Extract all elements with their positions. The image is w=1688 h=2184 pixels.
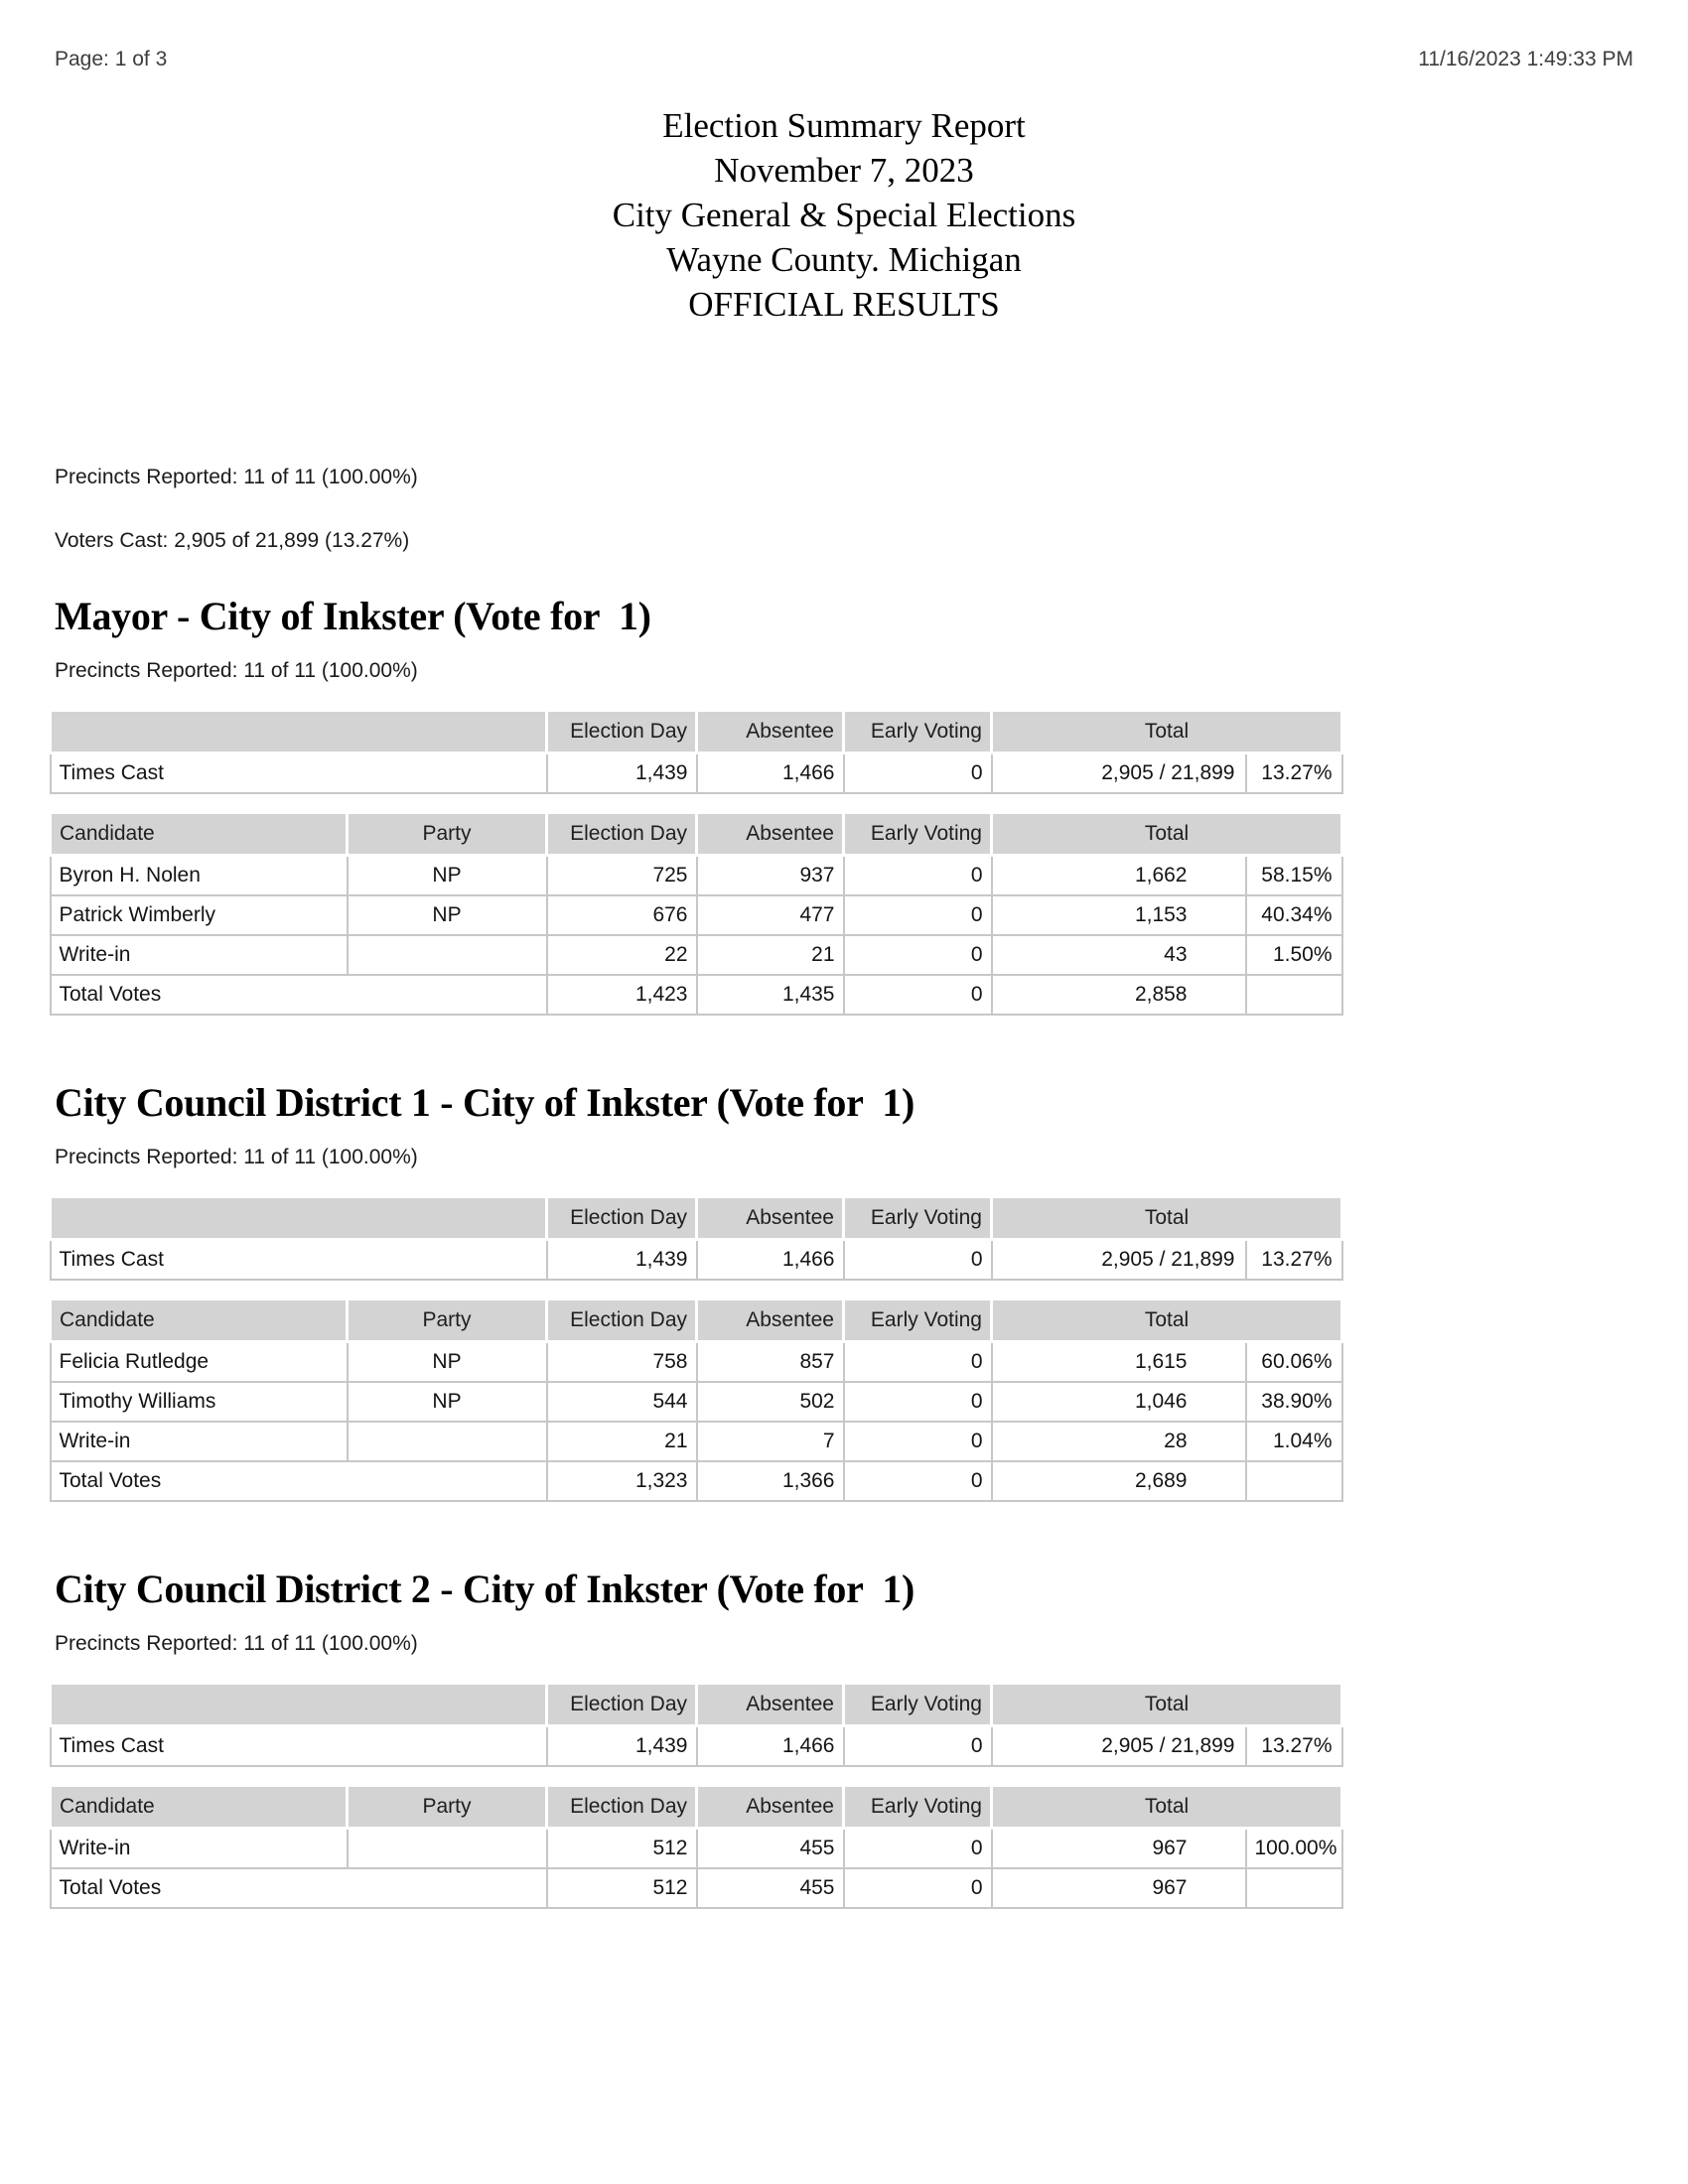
cell-percent: 38.90% — [1246, 1382, 1342, 1422]
cell-party: NP — [348, 1382, 547, 1422]
times-cast-election-day: 1,439 — [547, 1726, 697, 1767]
cell-percent: 1.50% — [1246, 935, 1342, 975]
total-votes-total: 2,858 — [992, 975, 1246, 1015]
col-election-day: Election Day — [547, 813, 697, 856]
col-total: Total — [992, 1684, 1342, 1726]
col-candidate: Candidate — [51, 1786, 348, 1829]
total-votes-election-day: 512 — [547, 1868, 697, 1908]
times-cast-table — [49, 1682, 1343, 1767]
cell-election-day: 676 — [547, 895, 697, 935]
contest-section — [49, 593, 1639, 1016]
times-cast-election-day: 1,439 — [547, 753, 697, 794]
candidate-table — [49, 1297, 1343, 1502]
contest-heading: City Council District 2 - City of Inkster (Vote for 1) — [55, 1567, 914, 1611]
cell-election-day: 512 — [547, 1829, 697, 1869]
cell-candidate-name: Write-in — [51, 1422, 348, 1461]
cell-party: NP — [348, 856, 547, 896]
candidate-row — [51, 935, 1342, 975]
precincts-reported: Precincts Reported: 11 of 11 (100.00%) — [55, 466, 418, 488]
times-cast-percent: 13.27% — [1246, 1726, 1342, 1767]
cell-percent: 1.04% — [1246, 1422, 1342, 1461]
page-number: Page: 1 of 3 — [55, 48, 168, 70]
col-early-voting: Early Voting — [844, 711, 992, 753]
report-official-line: OFFICIAL RESULTS — [688, 285, 1000, 324]
times-cast-total: 2,905 / 21,899 — [992, 1726, 1246, 1767]
candidate-row — [51, 1422, 1342, 1461]
contest-precincts: Precincts Reported: 11 of 11 (100.00%) — [55, 659, 418, 682]
cell-total: 28 — [992, 1422, 1246, 1461]
voters-cast: Voters Cast: 2,905 of 21,899 (13.27%) — [55, 529, 410, 552]
cell-election-day: 725 — [547, 856, 697, 896]
cell-early-voting: 0 — [844, 895, 992, 935]
cell-total: 43 — [992, 935, 1246, 975]
total-votes-row — [51, 1868, 1342, 1908]
cell-absentee: 477 — [697, 895, 844, 935]
cell-candidate-name: Patrick Wimberly — [51, 895, 348, 935]
cell-total: 967 — [992, 1829, 1246, 1869]
col-early-voting: Early Voting — [844, 1684, 992, 1726]
cell-absentee: 455 — [697, 1829, 844, 1869]
col-early-voting: Early Voting — [844, 813, 992, 856]
times-cast-table — [49, 709, 1343, 794]
total-votes-label: Total Votes — [51, 975, 547, 1015]
col-party: Party — [348, 1786, 547, 1829]
report-county-line: Wayne County. Michigan — [666, 240, 1022, 279]
cell-candidate-name: Timothy Williams — [51, 1382, 348, 1422]
total-votes-early-voting: 0 — [844, 975, 992, 1015]
cell-election-day: 758 — [547, 1342, 697, 1383]
candidate-table — [49, 1784, 1343, 1909]
times-cast-early-voting: 0 — [844, 753, 992, 794]
total-votes-percent — [1246, 1868, 1342, 1908]
total-votes-label: Total Votes — [51, 1868, 547, 1908]
cell-early-voting: 0 — [844, 1342, 992, 1383]
report-title-line: Election Summary Report — [662, 106, 1026, 145]
contest-heading: Mayor - City of Inkster (Vote for 1) — [55, 594, 651, 638]
total-votes-absentee: 455 — [697, 1868, 844, 1908]
times-cast-absentee: 1,466 — [697, 1726, 844, 1767]
candidate-table — [49, 811, 1343, 1016]
cell-percent: 100.00% — [1246, 1829, 1342, 1869]
candidate-row — [51, 1342, 1342, 1383]
blank-header-cell — [51, 711, 547, 753]
cell-early-voting: 0 — [844, 935, 992, 975]
col-candidate: Candidate — [51, 813, 348, 856]
col-election-day: Election Day — [547, 711, 697, 753]
times-cast-header-row — [51, 1197, 1342, 1240]
col-candidate: Candidate — [51, 1299, 348, 1342]
cell-party — [348, 935, 547, 975]
cell-early-voting: 0 — [844, 856, 992, 896]
candidate-tbody — [51, 856, 1342, 1016]
total-votes-early-voting: 0 — [844, 1461, 992, 1501]
times-cast-percent: 13.27% — [1246, 1240, 1342, 1281]
cell-percent: 60.06% — [1246, 1342, 1342, 1383]
times-cast-total: 2,905 / 21,899 — [992, 1240, 1246, 1281]
cell-absentee: 937 — [697, 856, 844, 896]
col-total: Total — [992, 1299, 1342, 1342]
cell-election-day: 21 — [547, 1422, 697, 1461]
cell-absentee: 21 — [697, 935, 844, 975]
times-cast-election-day: 1,439 — [547, 1240, 697, 1281]
cell-total: 1,615 — [992, 1342, 1246, 1383]
candidate-row — [51, 1382, 1342, 1422]
cell-party — [348, 1422, 547, 1461]
cell-party: NP — [348, 1342, 547, 1383]
col-absentee: Absentee — [697, 711, 844, 753]
cell-absentee: 857 — [697, 1342, 844, 1383]
cell-absentee: 7 — [697, 1422, 844, 1461]
col-absentee: Absentee — [697, 1684, 844, 1726]
times-cast-percent: 13.27% — [1246, 753, 1342, 794]
candidate-tbody — [51, 1829, 1342, 1909]
times-cast-header-row — [51, 711, 1342, 753]
total-votes-row — [51, 975, 1342, 1015]
cell-party — [348, 1829, 547, 1869]
col-absentee: Absentee — [697, 813, 844, 856]
contest-precincts: Precincts Reported: 11 of 11 (100.00%) — [55, 1146, 418, 1168]
cell-total: 1,046 — [992, 1382, 1246, 1422]
report-summary — [49, 466, 1639, 553]
col-election-day: Election Day — [547, 1299, 697, 1342]
total-votes-label: Total Votes — [51, 1461, 547, 1501]
col-absentee: Absentee — [697, 1786, 844, 1829]
times-cast-row — [51, 753, 1342, 794]
cell-candidate-name: Write-in — [51, 1829, 348, 1869]
total-votes-early-voting: 0 — [844, 1868, 992, 1908]
total-votes-election-day: 1,423 — [547, 975, 697, 1015]
candidate-row — [51, 895, 1342, 935]
col-total: Total — [992, 711, 1342, 753]
report-title-block — [49, 103, 1639, 327]
candidate-header-row — [51, 1299, 1342, 1342]
blank-header-cell — [51, 1684, 547, 1726]
col-absentee: Absentee — [697, 1197, 844, 1240]
times-cast-row — [51, 1240, 1342, 1281]
col-absentee: Absentee — [697, 1299, 844, 1342]
total-votes-absentee: 1,366 — [697, 1461, 844, 1501]
contest-precincts: Precincts Reported: 11 of 11 (100.00%) — [55, 1632, 418, 1655]
candidate-row — [51, 1829, 1342, 1869]
cell-election-day: 22 — [547, 935, 697, 975]
times-cast-early-voting: 0 — [844, 1240, 992, 1281]
col-total: Total — [992, 1197, 1342, 1240]
col-election-day: Election Day — [547, 1197, 697, 1240]
times-cast-header-row — [51, 1684, 1342, 1726]
total-votes-row — [51, 1461, 1342, 1501]
cell-early-voting: 0 — [844, 1829, 992, 1869]
times-cast-label: Times Cast — [51, 1240, 547, 1281]
cell-election-day: 544 — [547, 1382, 697, 1422]
times-cast-absentee: 1,466 — [697, 753, 844, 794]
col-early-voting: Early Voting — [844, 1299, 992, 1342]
candidate-tbody — [51, 1342, 1342, 1502]
col-party: Party — [348, 1299, 547, 1342]
cell-early-voting: 0 — [844, 1422, 992, 1461]
cell-total: 1,153 — [992, 895, 1246, 935]
report-date-line: November 7, 2023 — [714, 151, 974, 190]
total-votes-total: 2,689 — [992, 1461, 1246, 1501]
total-votes-election-day: 1,323 — [547, 1461, 697, 1501]
total-votes-absentee: 1,435 — [697, 975, 844, 1015]
cell-total: 1,662 — [992, 856, 1246, 896]
candidate-header-row — [51, 813, 1342, 856]
contest-heading: City Council District 1 - City of Inkster (Vote for 1) — [55, 1080, 914, 1125]
contest-section — [49, 1566, 1639, 1909]
contest-section — [49, 1079, 1639, 1502]
report-timestamp: 11/16/2023 1:49:33 PM — [1418, 48, 1633, 70]
cell-percent: 40.34% — [1246, 895, 1342, 935]
col-early-voting: Early Voting — [844, 1197, 992, 1240]
cell-early-voting: 0 — [844, 1382, 992, 1422]
col-election-day: Election Day — [547, 1684, 697, 1726]
cell-party: NP — [348, 895, 547, 935]
cell-candidate-name: Felicia Rutledge — [51, 1342, 348, 1383]
times-cast-row — [51, 1726, 1342, 1767]
cell-percent: 58.15% — [1246, 856, 1342, 896]
candidate-row — [51, 856, 1342, 896]
times-cast-early-voting: 0 — [844, 1726, 992, 1767]
col-early-voting: Early Voting — [844, 1786, 992, 1829]
candidate-header-row — [51, 1786, 1342, 1829]
blank-header-cell — [51, 1197, 547, 1240]
cell-candidate-name: Write-in — [51, 935, 348, 975]
page-header — [49, 48, 1639, 71]
total-votes-total: 967 — [992, 1868, 1246, 1908]
total-votes-percent — [1246, 1461, 1342, 1501]
col-party: Party — [348, 813, 547, 856]
times-cast-table — [49, 1195, 1343, 1281]
col-election-day: Election Day — [547, 1786, 697, 1829]
cell-absentee: 502 — [697, 1382, 844, 1422]
report-election-line: City General & Special Elections — [612, 196, 1076, 234]
times-cast-label: Times Cast — [51, 753, 547, 794]
times-cast-total: 2,905 / 21,899 — [992, 753, 1246, 794]
cell-candidate-name: Byron H. Nolen — [51, 856, 348, 896]
times-cast-absentee: 1,466 — [697, 1240, 844, 1281]
times-cast-label: Times Cast — [51, 1726, 547, 1767]
col-total: Total — [992, 1786, 1342, 1829]
total-votes-percent — [1246, 975, 1342, 1015]
contests-container — [49, 593, 1639, 1909]
col-total: Total — [992, 813, 1342, 856]
